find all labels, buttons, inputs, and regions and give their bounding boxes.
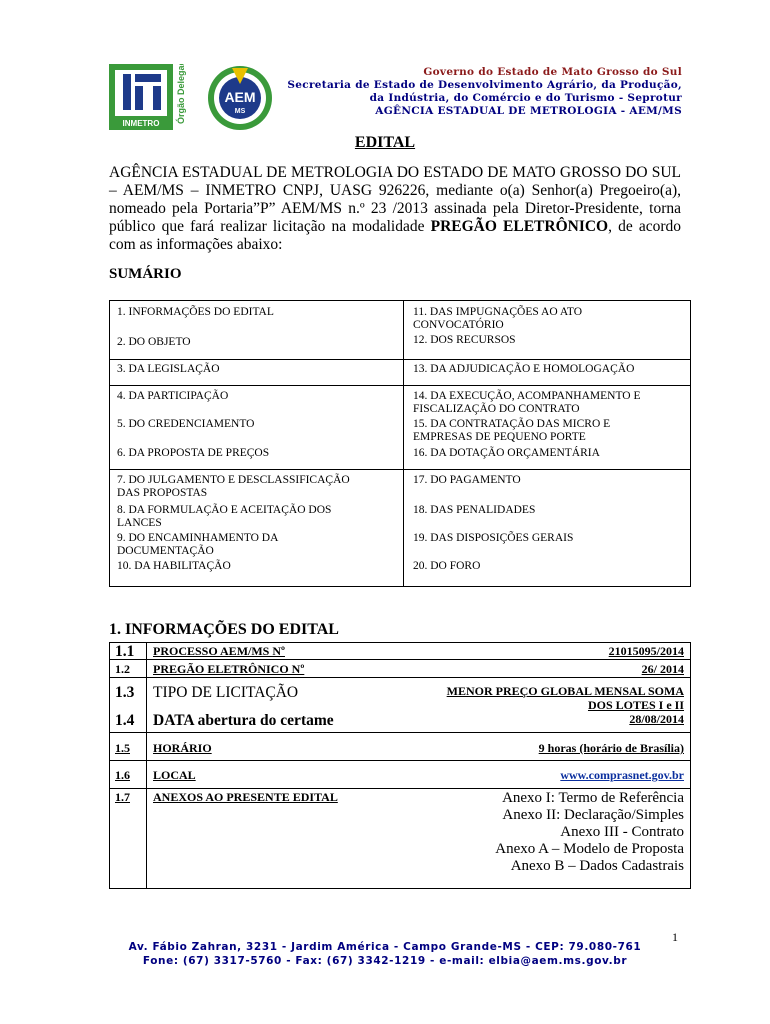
comprasnet-link[interactable]: www.comprasnet.gov.br	[560, 768, 684, 782]
opening-date-label: DATA abertura do certame	[153, 712, 334, 729]
summary-row-divider	[110, 385, 690, 386]
letterhead	[242, 66, 682, 118]
time-value: 9 horas (horário de Brasília)	[538, 741, 684, 755]
info-row-divider	[110, 732, 690, 733]
summary-row-divider	[110, 469, 690, 470]
section-1-title: 1. INFORMAÇÕES DO EDITAL	[109, 621, 339, 638]
intro-text-1: AGÊNCIA ESTADUAL DE METROLOGIA DO ESTADO DE MATO GROSSO DO SUL – AEM/MS – INMETRO CNPJ, UASG 926226, mediante o(a) Senhor(a) Pregoeiro(a), nomeado pela Portaria”P” AEM/MS n.º 23 /2013 assinada pela Diretor-Presidente, torna público que fará realizar licitação na modalidade	[109, 164, 681, 235]
page-number: 1	[672, 930, 678, 944]
process-label: PROCESSO AEM/MS Nº	[153, 644, 285, 658]
licitacao-type-value-line-2: DOS LOTES I e II	[587, 698, 684, 712]
pregao-label: PREGÃO ELETRÔNICO Nº	[153, 662, 305, 676]
licitacao-type-label: TIPO DE LICITAÇÃO	[153, 684, 299, 701]
info-row-divider	[110, 760, 690, 761]
letterhead-line-3: da Indústria, do Comércio e do Turismo - Seprotur	[369, 92, 682, 104]
aem-logo-text: AEM	[224, 89, 256, 105]
aem-logo-subtext: MS	[234, 108, 246, 115]
annex-item: Anexo III - Contrato	[560, 824, 684, 840]
item-number: 1.3	[115, 684, 135, 701]
inmetro-logo-text: INMETRO	[122, 119, 160, 128]
intro-paragraph	[109, 164, 681, 254]
item-number: 1.6	[115, 768, 130, 782]
summary-item: 15. DA CONTRATAÇÃO DAS MICRO E	[413, 418, 611, 430]
orgao-delegado-text: Órgão Delegado	[176, 64, 186, 124]
summary-item: 18. DAS PENALIDADES	[413, 504, 536, 516]
intro-bold-modality: PREGÃO ELETRÔNICO	[430, 218, 609, 235]
info-column-divider	[146, 643, 147, 888]
summary-item: 6. DA PROPOSTA DE PREÇOS	[117, 447, 270, 459]
summary-item: 10. DA HABILITAÇÃO	[117, 560, 231, 572]
item-number: 1.7	[115, 790, 130, 804]
summary-item: 17. DO PAGAMENTO	[413, 474, 521, 486]
summary-item: 9. DO ENCAMINHAMENTO DA	[117, 532, 279, 544]
annex-item: Anexo A – Modelo de Proposta	[495, 841, 684, 857]
inmetro-logo	[109, 64, 197, 130]
pregao-value: 26/ 2014	[641, 662, 684, 676]
item-number: 1.2	[115, 662, 130, 676]
intro-text-2: , de acordo com as informações abaixo:	[109, 218, 682, 253]
licitacao-type-value-line-1: MENOR PREÇO GLOBAL MENSAL SOMA	[446, 684, 684, 698]
summary-row-divider	[110, 359, 690, 360]
summary-item: 8. DA FORMULAÇÃO E ACEITAÇÃO DOS	[117, 504, 332, 516]
summary-item: 12. DOS RECURSOS	[413, 334, 516, 346]
summary-item: 5. DO CREDENCIAMENTO	[117, 418, 255, 430]
summary-item: 13. DA ADJUDICAÇÃO E HOMOLOGAÇÃO	[413, 363, 635, 375]
summary-item: CONVOCATÓRIO	[413, 319, 504, 331]
summary-item: 2. DO OBJETO	[117, 336, 191, 348]
footer	[0, 940, 770, 968]
summary-column-divider	[403, 301, 404, 586]
annex-item: Anexo II: Declaração/Simples	[502, 807, 684, 823]
summary-item: 20. DO FORO	[413, 560, 481, 572]
summary-item: FISCALIZAÇÃO DO CONTRATO	[413, 403, 580, 415]
summary-item: 14. DA EXECUÇÃO, ACOMPANHAMENTO E	[413, 390, 641, 402]
summary-item: DOCUMENTAÇÃO	[117, 545, 214, 557]
summary-item: LANCES	[117, 517, 162, 529]
summary-title: SUMÁRIO	[109, 266, 182, 282]
opening-date-value: 28/08/2014	[629, 712, 684, 726]
document-title: EDITAL	[354, 134, 416, 151]
location-label: LOCAL	[153, 768, 196, 782]
summary-table	[109, 300, 691, 587]
letterhead-line-2: Secretaria de Estado de Desenvolvimento Agrário, da Produção,	[287, 79, 682, 91]
annex-item: Anexo I: Termo de Referência	[502, 790, 684, 806]
letterhead-line-1: Governo do Estado de Mato Grosso do Sul	[423, 66, 682, 78]
annex-list	[495, 790, 684, 875]
info-row-divider	[110, 788, 690, 789]
summary-item: 11. DAS IMPUGNAÇÕES AO ATO	[413, 306, 583, 318]
item-number: 1.5	[115, 741, 130, 755]
item-number: 1.1	[115, 643, 135, 660]
summary-item: 19. DAS DISPOSIÇÕES GERAIS	[413, 532, 574, 544]
annex-item: Anexo B – Dados Cadastrais	[510, 858, 684, 874]
summary-item: EMPRESAS DE PEQUENO PORTE	[413, 431, 586, 443]
letterhead-line-4: AGÊNCIA ESTADUAL DE METROLOGIA - AEM/MS	[375, 105, 682, 117]
summary-item: 4. DA PARTICIPAÇÃO	[117, 390, 229, 402]
info-row-divider	[110, 659, 690, 660]
summary-item: DAS PROPOSTAS	[117, 487, 208, 499]
summary-item: 1. INFORMAÇÕES DO EDITAL	[117, 306, 274, 318]
summary-item: 16. DA DOTAÇÃO ORÇAMENTÁRIA	[413, 447, 600, 459]
item-number: 1.4	[115, 712, 135, 729]
summary-item: 7. DO JULGAMENTO E DESCLASSIFICAÇÃO	[117, 474, 350, 486]
info-row-divider	[110, 677, 690, 678]
summary-item: 3. DA LEGISLAÇÃO	[117, 363, 220, 375]
info-table	[109, 642, 691, 889]
time-label: HORÁRIO	[153, 741, 212, 755]
footer-address: Av. Fábio Zahran, 3231 - Jardim América - Campo Grande-MS - CEP: 79.080-761	[128, 941, 642, 953]
annexes-label: ANEXOS AO PRESENTE EDITAL	[153, 790, 338, 804]
process-value: 21015095/2014	[608, 644, 684, 658]
footer-contact: Fone: (67) 3317-5760 - Fax: (67) 3342-1219 - e-mail: elbia@aem.ms.gov.br	[142, 955, 628, 967]
